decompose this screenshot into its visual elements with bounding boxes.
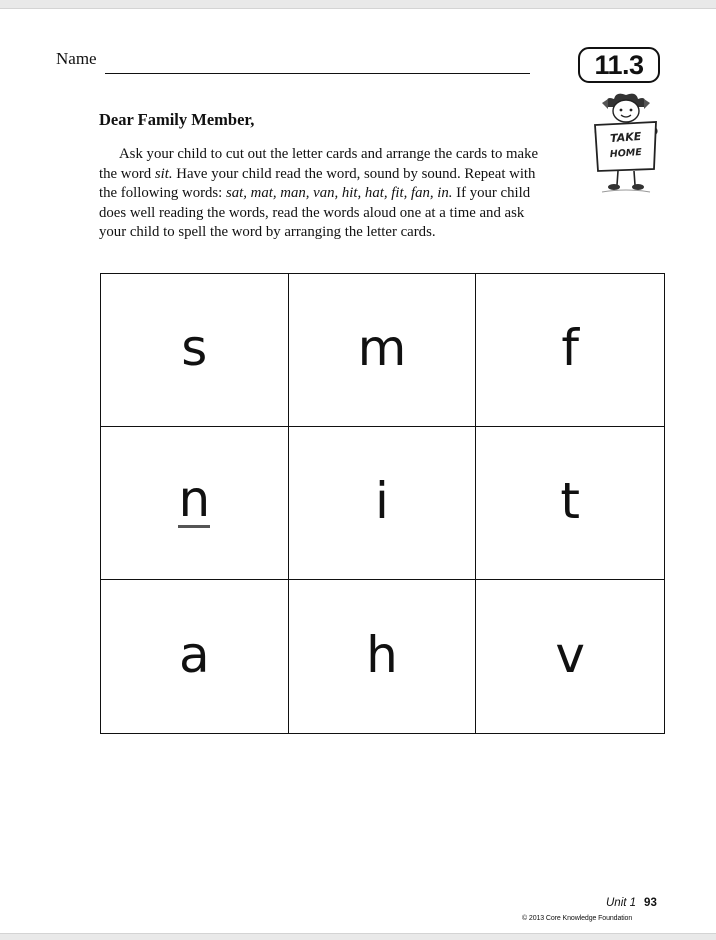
card-letter: f <box>561 319 579 377</box>
instructions-line-1: Ask your child to cut out the letter cards and arrange the cards to make <box>119 146 539 162</box>
instructions-line-2a: the word <box>99 165 155 182</box>
name-write-line <box>105 73 530 74</box>
letter-card <box>289 580 477 733</box>
page-number: 93 <box>644 897 657 909</box>
instructions-line-4: does well reading the words, read the words aloud one at a time and ask <box>99 204 525 221</box>
instructions-line-3b: If your child <box>452 185 531 202</box>
mascot-sign-line1: TAKE <box>609 129 642 146</box>
instructions-line-3a: the following words: <box>99 185 226 202</box>
name-label: Name <box>56 49 97 68</box>
target-word: sit. <box>154 165 173 182</box>
card-letter-underlined: n <box>178 470 211 528</box>
letter-card <box>476 274 664 427</box>
letter-card <box>476 580 664 733</box>
lesson-number-badge: 11.3 <box>578 47 660 83</box>
practice-word-list: sat, mat, man, van, hit, hat, fit, fan, in. <box>226 185 453 202</box>
card-letter: v <box>555 625 585 684</box>
instructions-line-5: your child to spell the word by arranging the letter cards. <box>99 224 436 241</box>
instructions-paragraph <box>99 145 577 243</box>
letter-greeting: Dear Family Member, <box>99 110 255 129</box>
card-letter: t <box>560 472 580 530</box>
letter-card <box>101 427 289 580</box>
letter-card-grid <box>100 273 665 734</box>
card-letter: m <box>357 319 407 377</box>
card-letter: s <box>181 319 208 377</box>
footer-unit-page <box>606 897 657 909</box>
letter-card <box>101 274 289 427</box>
card-letter: h <box>366 625 398 684</box>
letter-card <box>101 580 289 733</box>
letter-card <box>289 427 477 580</box>
take-home-mascot-illustration <box>586 89 666 194</box>
worksheet-page <box>0 8 716 934</box>
letter-card <box>289 274 477 427</box>
card-letter: a <box>179 625 210 684</box>
mascot-sign-line2: HOME <box>609 146 643 161</box>
card-letter: i <box>375 472 389 530</box>
instructions-line-2b: Have your child read the word, sound by sound. Repeat with <box>172 165 536 182</box>
unit-label: Unit 1 <box>606 897 637 909</box>
copyright-notice: © 2013 Core Knowledge Foundation <box>522 915 633 922</box>
letter-card <box>476 427 664 580</box>
